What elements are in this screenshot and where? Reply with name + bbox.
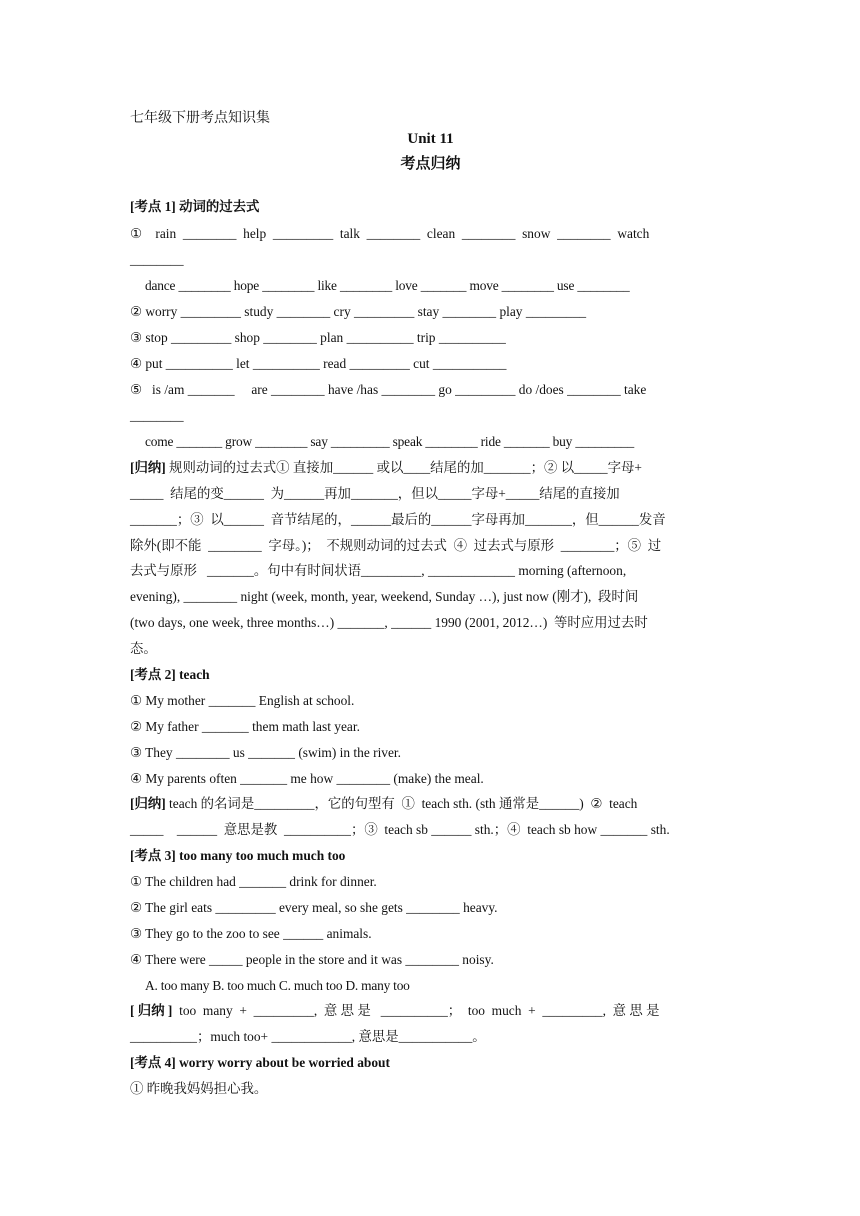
text-line-l14 xyxy=(130,537,731,555)
line-text: _____ 结尾的变______ 为______再加_______，但以_____字母+_____结尾的直接加 xyxy=(130,486,620,501)
line-text: come _______ grow ________ say _________ speak ________ ride _______ buy _________ xyxy=(145,434,634,449)
line-text: ④ My parents often _______ me how ________ (make) the meal. xyxy=(130,771,484,786)
line-text: teach 的名词是_________，它的句型有 ① teach sth. (sth 通常是______) ② teach xyxy=(165,796,638,811)
line-text: ① rain ________ help _________ talk ________ clean ________ snow ________ watch xyxy=(130,226,650,241)
unit-title: Unit 11 xyxy=(407,131,454,147)
line-text: ① The children had _______ drink for dinner. xyxy=(130,874,377,889)
header-label: 七年级下册考点知识集 xyxy=(130,111,270,126)
text-line-l28 xyxy=(130,899,731,917)
text-line-l26 xyxy=(130,847,731,865)
line-text: 态。 xyxy=(130,641,157,656)
line-text: ① My mother _______ English at school. xyxy=(130,693,355,708)
text-line-l06 xyxy=(130,329,731,347)
text-line-l31 xyxy=(130,977,746,995)
text-line-l05 xyxy=(130,303,731,321)
line-text: ③ They ________ us _______ (swim) in the river. xyxy=(130,745,401,760)
line-text: dance ________ hope ________ like ________ love _______ move ________ use ________ xyxy=(145,278,630,293)
line-text: A. too many B. too much C. much too D. many too xyxy=(145,978,410,993)
summary-label: [ 归纳 ] xyxy=(130,1003,173,1018)
line-text: too many + _________, 意 思 是 __________； too much + _________, 意 思 是 xyxy=(172,1003,660,1018)
summary-label: [归纳] xyxy=(130,460,166,475)
line-text: ④ put __________ let __________ read _________ cut ___________ xyxy=(130,356,507,371)
line-text: (two days, one week, three months…) _______, ______ 1990 (2001, 2012…) 等时应用过去时 xyxy=(130,615,648,630)
text-line-l18 xyxy=(130,640,731,658)
line-text: [考点 1] 动词的过去式 xyxy=(130,199,260,214)
text-line-l03 xyxy=(130,251,731,269)
line-text: ② The girl eats _________ every meal, so she gets ________ heavy. xyxy=(130,900,498,915)
line-text: _______；③ 以______ 音节结尾的，______最后的______字母再加_______，但______发音 xyxy=(130,512,666,527)
line-text: ③ stop _________ shop ________ plan __________ trip __________ xyxy=(130,330,506,345)
text-line-l09 xyxy=(130,407,731,425)
text-line-l16 xyxy=(130,588,731,606)
text-line-l34 xyxy=(130,1054,731,1072)
text-line-l17 xyxy=(130,614,731,632)
text-line-l25 xyxy=(130,821,731,839)
text-line-l30 xyxy=(130,951,731,969)
text-line-l01 xyxy=(130,198,731,216)
line-text: ________ xyxy=(130,252,184,267)
line-text: 规则动词的过去式① 直接加______ 或以____结尾的加_______；② 以_____字母+ xyxy=(165,460,642,475)
text-line-l13 xyxy=(130,511,731,529)
line-text: ③ They go to the zoo to see ______ animals. xyxy=(130,926,372,941)
text-line-l35 xyxy=(130,1080,731,1098)
line-text: _____ ______ 意思是教 __________；③ teach sb ______ sth.；④ teach sb how _______ sth. xyxy=(130,822,670,837)
text-line-l27 xyxy=(130,873,731,891)
text-line-l21 xyxy=(130,718,731,736)
line-text: [考点 4] worry worry about be worried about xyxy=(130,1055,390,1070)
text-line-l10 xyxy=(130,433,746,451)
text-line-l19 xyxy=(130,666,731,684)
summary-label: [归纳] xyxy=(130,796,166,811)
text-line-l24 xyxy=(130,795,731,813)
line-text: __________；much too+ ____________, 意思是___________。 xyxy=(130,1029,486,1044)
line-text: ________ xyxy=(130,408,184,423)
line-text: 去式与原形 _______。句中有时间状语_________, _____________ morning (afternoon, xyxy=(130,563,627,578)
text-line-l12 xyxy=(130,485,731,503)
text-line-l33 xyxy=(130,1028,731,1046)
line-text: [考点 2] teach xyxy=(130,667,210,682)
line-text: ② worry _________ study ________ cry _________ stay ________ play _________ xyxy=(130,304,587,319)
text-line-l20 xyxy=(130,692,731,710)
text-line-l29 xyxy=(130,925,731,943)
text-line-l11 xyxy=(130,459,731,477)
text-line-l04 xyxy=(130,277,746,295)
text-line-l32 xyxy=(130,1002,731,1020)
unit-subtitle: 考点归纳 xyxy=(400,156,461,172)
line-text: [考点 3] too many too much much too xyxy=(130,848,346,863)
text-line-l23 xyxy=(130,770,731,788)
line-text: ④ There were _____ people in the store and it was ________ noisy. xyxy=(130,952,494,967)
line-text: 除外(即不能 ________ 字母。)； 不规则动词的过去式 ④ 过去式与原形 ________；⑤ 过 xyxy=(130,538,662,553)
line-text: ① 昨晚我妈妈担心我。 xyxy=(130,1081,268,1096)
text-line-l15 xyxy=(130,562,731,580)
text-line-l08 xyxy=(130,381,731,399)
line-text: ② My father _______ them math last year. xyxy=(130,719,360,734)
line-text: ⑤ is /am _______ are ________ have /has ________ go _________ do /does ________ take xyxy=(130,382,647,397)
line-text: evening), ________ night (week, month, year, weekend, Sunday …), just now (刚才), 段时间 xyxy=(130,589,639,604)
text-line-l02 xyxy=(130,225,731,243)
text-line-l22 xyxy=(130,744,731,762)
text-line-l07 xyxy=(130,355,731,373)
